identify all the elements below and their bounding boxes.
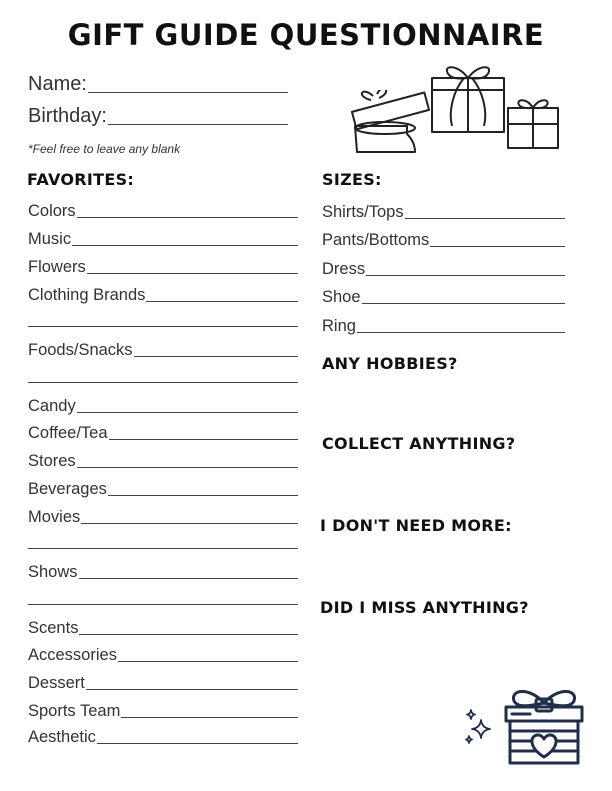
favorites-scents-field[interactable]: Scents [28,618,298,638]
favorites-music-field[interactable]: Music [28,229,298,249]
favorites-blank-line[interactable] [28,604,298,605]
favorites-foods-snacks-field[interactable]: Foods/Snacks [28,340,298,360]
note-text: *Feel free to leave any blank [28,142,181,156]
sizes-pants-bottoms-field[interactable]: Pants/Bottoms [322,230,565,250]
sizes-dress-field[interactable]: Dress [322,259,565,279]
favorites-dessert-field[interactable]: Dessert [28,673,298,693]
birthday-field[interactable] [28,104,288,128]
favorites-candy-field[interactable]: Candy [28,396,298,416]
sizes-shoe-field[interactable]: Shoe [322,287,565,307]
sizes-heading: SIZES: [322,170,382,189]
sparkle-icon [463,708,495,748]
dont-need-heading: I DON'T NEED MORE: [320,516,512,535]
favorites-beverages-field[interactable]: Beverages [28,479,298,499]
favorites-shows-field[interactable]: Shows [28,562,298,582]
page-title: GIFT GUIDE QUESTIONNAIRE [67,18,545,52]
name-label: Name: [28,73,87,95]
favorites-sports-team-field[interactable]: Sports Team [28,701,298,721]
birthday-line[interactable] [108,124,288,125]
heart-gift-box-icon [500,685,588,767]
favorites-coffee-tea-field[interactable]: Coffee/Tea [28,423,298,443]
favorites-movies-field[interactable]: Movies [28,507,298,527]
sizes-shirts-tops-field[interactable]: Shirts/Tops [322,202,565,222]
favorites-heading: FAVORITES: [27,170,135,189]
name-field[interactable] [28,72,288,96]
small-gift-box-icon [504,90,562,152]
collect-heading: COLLECT ANYTHING? [322,434,516,453]
missed-anything-heading: DID I MISS ANYTHING? [320,598,529,617]
favorites-blank-line[interactable] [28,382,298,383]
favorites-blank-line[interactable] [28,326,298,327]
favorites-colors-field[interactable]: Colors [28,201,298,221]
favorites-flowers-field[interactable]: Flowers [28,257,298,277]
name-line[interactable] [88,92,288,93]
birthday-label: Birthday: [28,105,107,127]
sizes-ring-field[interactable]: Ring [322,316,565,336]
favorites-accessories-field[interactable]: Accessories [28,645,298,665]
favorites-clothing-brands-field[interactable]: Clothing Brands [28,285,298,305]
open-gift-box-icon [345,90,430,155]
favorites-blank-line[interactable] [28,548,298,549]
hobbies-heading: ANY HOBBIES? [322,354,458,373]
favorites-aesthetic-field[interactable]: Aesthetic [28,727,298,747]
ribbon-gift-box-icon [428,60,508,134]
favorites-stores-field[interactable]: Stores [28,451,298,471]
